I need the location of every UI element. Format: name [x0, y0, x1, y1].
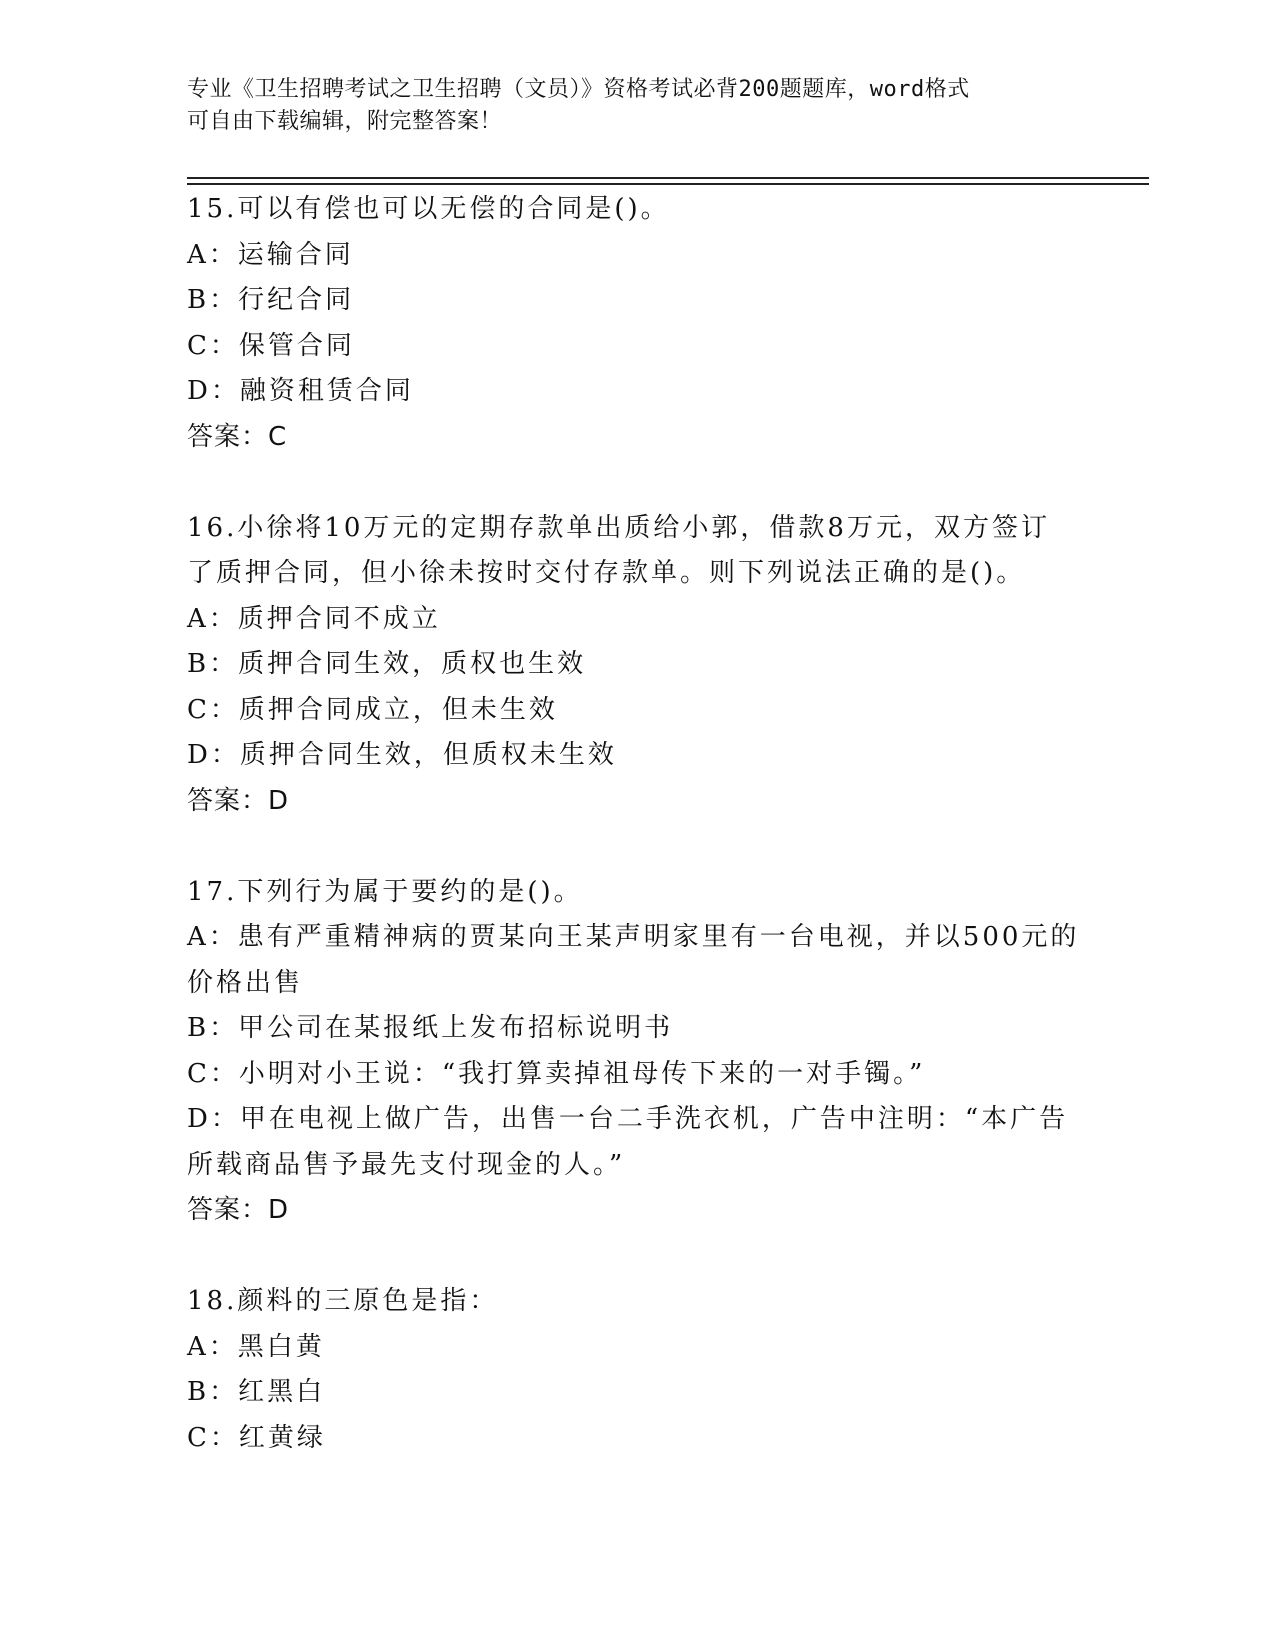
header-divider-bottom	[187, 183, 1149, 185]
question-stem-line: 15.可以有偿也可以无偿的合同是()。	[187, 194, 670, 224]
question-option-line: C：保管合同	[187, 330, 355, 361]
document-header	[187, 74, 1087, 138]
question-option-line: 所载商品售予最先支付现金的人。”	[187, 1149, 626, 1180]
question-stem-line: 18.颜料的三原色是指：	[187, 1286, 499, 1316]
question-option-line: 价格出售	[187, 967, 304, 998]
question-list	[187, 187, 1087, 1461]
question-option-line: A：黑白黄	[187, 1331, 325, 1362]
question-option-line: C：质押合同成立，但未生效	[187, 694, 558, 725]
question-option-line: C：红黄绿	[187, 1422, 326, 1453]
question-item	[187, 1279, 1087, 1461]
answer-line: 答案：D	[187, 1195, 290, 1225]
question-option-line: A：患有严重精神病的贾某向王某声明家里有一台电视，并以500元的	[187, 922, 1080, 952]
question-option-line: B：行纪合同	[187, 285, 355, 315]
question-item	[187, 506, 1087, 825]
question-option-line: C：小明对小王说：“我打算卖掉祖母传下来的一对手镯。”	[187, 1058, 926, 1089]
header-line-2: 可自由下载编辑，附完整答案！	[187, 109, 503, 134]
question-option-line: B：红黑白	[187, 1377, 326, 1407]
question-option-line: A：运输合同	[187, 239, 354, 270]
question-option-line: B：甲公司在某报纸上发布招标说明书	[187, 1013, 674, 1043]
header-line-1: 专业《卫生招聘考试之卫生招聘（文员）》资格考试必背200题题库，word格式	[187, 77, 970, 102]
question-option-line: D：融资租赁合同	[187, 376, 414, 406]
question-stem-line: 了质押合同，但小徐未按时交付存款单。则下列说法正确的是()。	[187, 558, 1026, 588]
question-item	[187, 870, 1087, 1234]
answer-line: 答案：D	[187, 785, 290, 816]
question-option-line: D：质押合同生效，但质权未生效	[187, 740, 617, 770]
question-option-line: B：质押合同生效，质权也生效	[187, 649, 587, 679]
header-divider-top	[187, 177, 1149, 179]
question-stem-line: 17.下列行为属于要约的是()。	[187, 876, 583, 907]
question-stem-line: 16.小徐将10万元的定期存款单出质给小郭，借款8万元，双方签订	[187, 512, 1050, 543]
question-option-line: D：甲在电视上做广告，出售一台二手洗衣机，广告中注明：“本广告	[187, 1104, 1069, 1134]
question-option-line: A：质押合同不成立	[187, 603, 441, 634]
answer-line: 答案：C	[187, 421, 288, 452]
question-item	[187, 187, 1087, 460]
